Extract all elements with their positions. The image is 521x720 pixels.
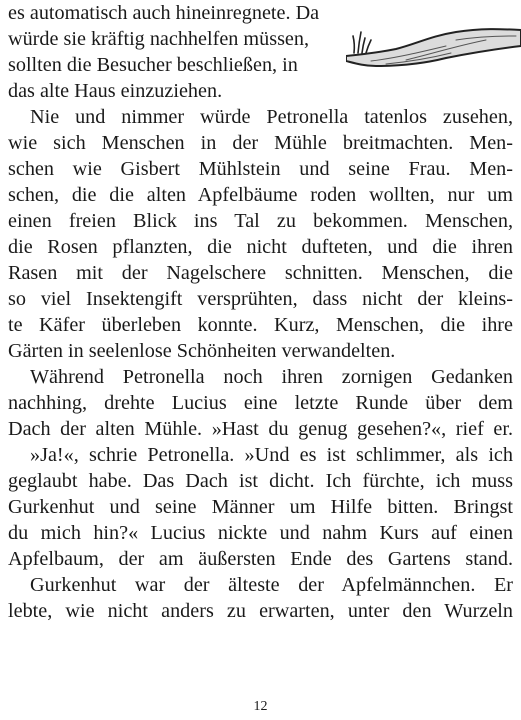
text-line: schen, die die alten Apfelbäume roden wollten, nur um	[8, 184, 513, 206]
text-line: Dach der alten Mühle. »Hast du genug gesehen?«, rief er.	[8, 418, 513, 440]
text-line: Nie und nimmer würde Petronella tatenlos zusehen,	[30, 106, 513, 128]
text-line: Rasen mit der Nagelschere schnitten. Menschen, die	[8, 262, 513, 284]
text-line: geglaubt habe. Das Dach ist dicht. Ich fürchte, ich muss	[8, 470, 513, 492]
text-line: schen wie Gisbert Mühlstein und seine Frau. Men-	[8, 158, 513, 180]
text-line: »Ja!«, schrie Petronella. »Und es ist schlimmer, als ich	[30, 444, 513, 466]
grass-tuft-icon	[353, 32, 371, 53]
text-line: lebte, wie nicht anders zu erwarten, unter den Wurzeln	[8, 600, 513, 622]
hill-grass-illustration	[346, 16, 521, 76]
text-line: du mich hin?« Lucius nickte und nahm Kurs auf einen	[8, 522, 513, 544]
text-line: sollten die Besucher beschließen, in	[8, 54, 298, 76]
page-number: 12	[253, 699, 268, 714]
text-line: würde sie kräftig nachhelfen müssen,	[8, 28, 310, 50]
text-line: die Rosen pflanzten, die nicht dufteten, und die ihren	[8, 236, 513, 258]
text-line: Gurkenhut und seine Männer um Hilfe bitten. Bringst	[8, 496, 513, 518]
text-line: te Käfer überleben konnte. Kurz, Menschen, die ihre	[8, 314, 513, 336]
text-line: so viel Insektengift versprühten, dass nicht der kleins-	[8, 288, 513, 310]
text-line: nachhing, drehte Lucius eine letzte Runde über dem	[8, 392, 513, 414]
text-line: das alte Haus einzuziehen.	[8, 80, 223, 102]
text-line: einen freien Blick ins Tal zu bekommen. Menschen,	[8, 210, 513, 232]
text-line: Apfelbaum, der am äußersten Ende des Gartens stand.	[8, 548, 513, 570]
text-line: Gärten in seelenlose Schönheiten verwandelten.	[8, 340, 396, 362]
text-line: wie sich Menschen in der Mühle breitmachten. Men-	[8, 132, 513, 154]
text-line: Während Petronella noch ihren zornigen Gedanken	[30, 366, 513, 388]
text-line: Gurkenhut war der älteste der Apfelmännchen. Er	[30, 574, 513, 596]
text-line: es automatisch auch hineinregnete. Da	[8, 2, 320, 24]
